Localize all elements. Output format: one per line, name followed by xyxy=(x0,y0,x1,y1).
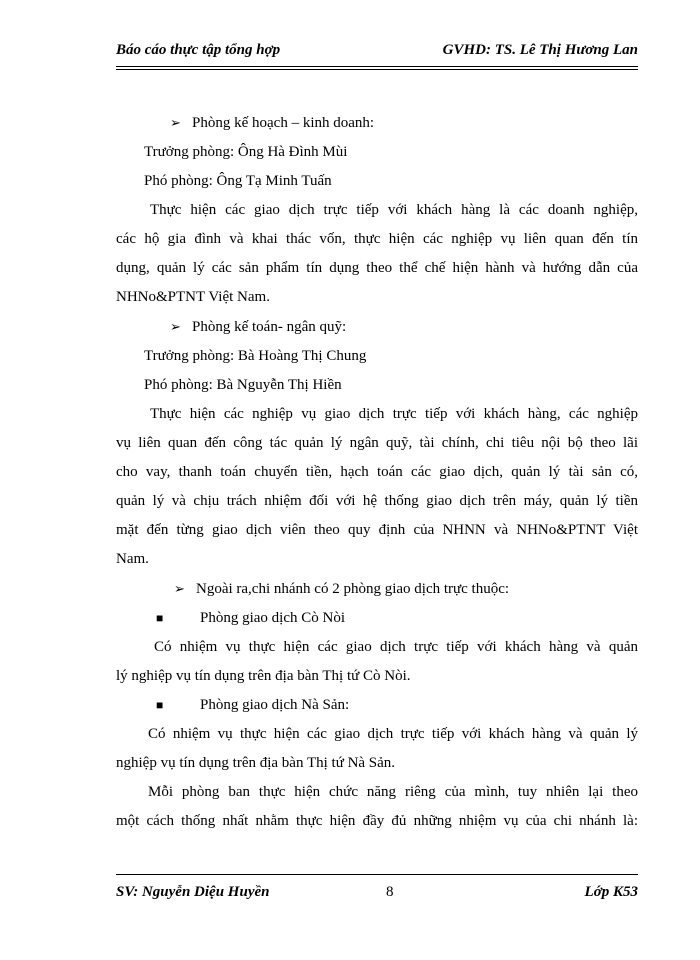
head-of-dept-accounting: Trưởng phòng: Bà Hoàng Thị Chung xyxy=(144,348,367,364)
paragraph-line: quản lý và chịu trách nhiệm đối với hệ thống giao dịch trên máy, quản lý tiền xyxy=(116,493,638,509)
branch-item-co-noi: ■ Phòng giao dịch Cò Nòi xyxy=(116,604,638,633)
section-heading-accounting: ➢ Phòng kế toán- ngân quỹ: xyxy=(116,312,638,342)
paragraph-line: vụ liên quan đến công tác quản lý ngân quỹ, tài chính, chi tiêu nội bộ theo lãi xyxy=(116,435,638,451)
paragraph-line: mặt đến từng giao dịch viên theo quy định của NHNN và NHNo&PTNT Việt xyxy=(116,522,638,538)
footer-student-name: SV: Nguyễn Diệu Huyền xyxy=(116,884,270,900)
deputy-accounting: Phó phòng: Bà Nguyễn Thị Hiền xyxy=(144,377,342,393)
section-heading-planning: ➢ Phòng kế hoạch – kinh doanh: xyxy=(116,108,638,138)
paragraph-line: Có nhiệm vụ thực hiện các giao dịch trực tiếp với khách hàng và quản xyxy=(154,639,638,655)
paragraph-line: Thực hiện các nghiệp vụ giao dịch trực tiếp với khách hàng, các nghiệp xyxy=(150,406,638,422)
footer-class: Lớp K53 xyxy=(584,884,638,900)
square-bullet-icon: ■ xyxy=(156,698,164,712)
header-report-title: Báo cáo thực tập tổng hợp xyxy=(116,42,281,58)
arrow-bullet-icon: ➢ xyxy=(170,115,181,130)
paragraph-line: NHNo&PTNT Việt Nam. xyxy=(116,289,270,305)
paragraph-line: Thực hiện các giao dịch trực tiếp với khách hàng là các doanh nghiệp, xyxy=(150,202,638,218)
paragraph-line: Có nhiệm vụ thực hiện các giao dịch trực tiếp với khách hàng và quản lý xyxy=(148,726,638,742)
paragraph-line: dụng, quản lý các sản phẩm tín dụng theo thể chế hiện hành và hướng dẫn của xyxy=(116,260,638,276)
page-header xyxy=(116,38,638,64)
header-rule-top xyxy=(116,66,638,67)
paragraph-line: các hộ gia đình và khai thác vốn, thực hiện các nghiệp vụ liên quan đến tín xyxy=(116,231,638,247)
page-footer xyxy=(116,876,638,902)
paragraph-line: lý nghiệp vụ tín dụng trên địa bàn Thị tứ Cò Nòi. xyxy=(116,668,411,684)
square-bullet-icon: ■ xyxy=(156,611,164,625)
arrow-bullet-icon: ➢ xyxy=(174,581,185,596)
paragraph-line: Nam. xyxy=(116,551,149,567)
paragraph-line: nghiệp vụ tín dụng trên địa bàn Thị tứ Nà Sản. xyxy=(116,755,396,771)
header-supervisor: GVHD: TS. Lê Thị Hương Lan xyxy=(442,42,638,58)
branch-item-na-san: ■ Phòng giao dịch Nà Sản: xyxy=(116,691,638,720)
section-heading-branches: ➢ Ngoài ra,chi nhánh có 2 phòng giao dịch trực thuộc: xyxy=(116,574,638,604)
deputy-planning: Phó phòng: Ông Tạ Minh Tuấn xyxy=(144,173,332,189)
document-body xyxy=(116,108,638,836)
footer-rule xyxy=(116,874,638,875)
paragraph-line: một cách thống nhất nhằm thực hiện đầy đủ những nhiệm vụ của chi nhánh là: xyxy=(116,813,638,829)
page-number: 8 xyxy=(386,884,394,900)
header-rule-bottom xyxy=(116,69,638,70)
head-of-dept-planning: Trưởng phòng: Ông Hà Đình Mùi xyxy=(144,144,348,160)
paragraph-line: cho vay, thanh toán chuyển tiền, hạch toán các giao dịch, quản lý tài sản có, xyxy=(116,464,638,480)
paragraph-line: Mỗi phòng ban thực hiện chức năng riêng của mình, tuy nhiên lại theo xyxy=(148,784,638,800)
arrow-bullet-icon: ➢ xyxy=(170,319,181,334)
